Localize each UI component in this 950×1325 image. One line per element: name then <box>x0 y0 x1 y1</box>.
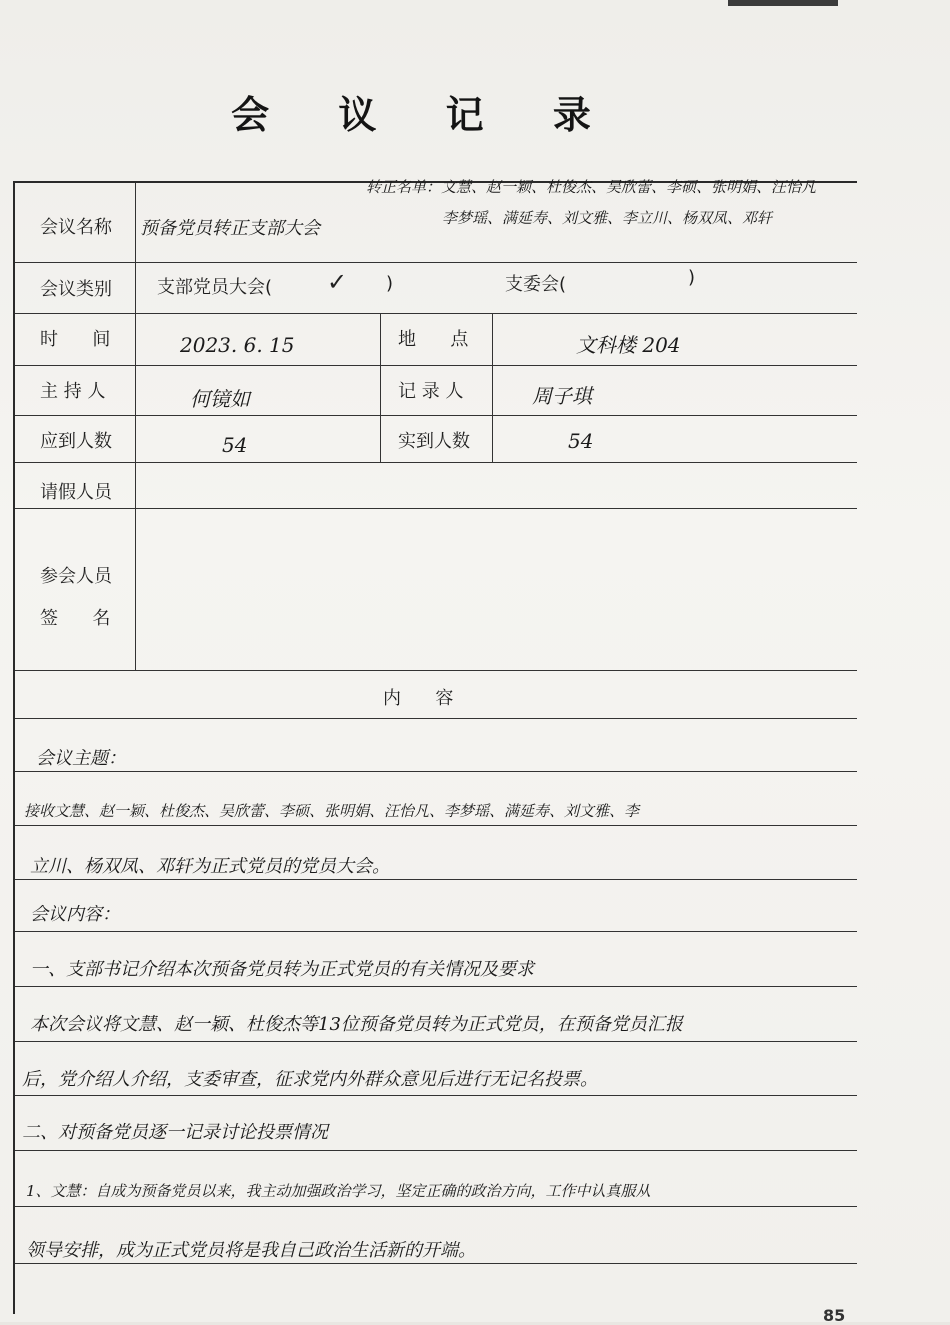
content-rule <box>15 1150 857 1151</box>
row-divider <box>15 508 857 509</box>
signature-label: 签 名 <box>40 608 111 629</box>
expected-count-label: 应到人数 <box>40 431 112 452</box>
time-value: 2023. 6. 15 <box>180 333 295 357</box>
content-line: 领导安排，成为正式党员将是我自己政治生活新的开端。 <box>26 1240 476 1261</box>
content-rule <box>15 879 857 880</box>
mid-column-divider <box>380 313 381 462</box>
content-rule <box>15 825 857 826</box>
row-divider <box>15 462 857 463</box>
row-divider <box>15 365 857 366</box>
actual-count-value: 54 <box>568 429 594 453</box>
expected-count-value: 54 <box>222 433 248 457</box>
row-divider <box>15 313 857 314</box>
committee-close: ) <box>688 267 696 288</box>
branch-meeting-close: ) <box>386 273 394 294</box>
header-strip <box>728 0 838 6</box>
row-divider <box>15 262 857 263</box>
actual-count-label: 实到人数 <box>398 431 470 452</box>
content-line: 立川、杨双凤、邓轩为正式党员的党员大会。 <box>30 856 390 877</box>
host-value: 何镜如 <box>190 387 250 411</box>
branch-meeting-option: 支部党员大会( <box>157 277 273 298</box>
host-label: 主 持 人 <box>40 381 106 402</box>
content-header: 内 容 <box>383 688 454 709</box>
label-column-divider <box>135 183 136 670</box>
content-line: 1、文慧：自成为预备党员以来，我主动加强政治学习，坚定正确的政治方向，工作中认真服从 <box>26 1182 651 1200</box>
participants-list-line2: 李梦瑶、满延寿、刘文雅、李立川、杨双凤、邓轩 <box>442 209 773 227</box>
content-rule <box>15 1263 857 1264</box>
content-rule <box>15 986 857 987</box>
location-value: 文科楼 204 <box>576 333 681 357</box>
mid-column-divider <box>492 313 493 462</box>
location-label: 地 点 <box>398 329 469 350</box>
content-line: 会议主题： <box>36 748 126 769</box>
attendees-label: 参会人员 <box>40 566 112 587</box>
page-title: 会 议 记 录 <box>231 92 619 137</box>
content-rule <box>15 1095 857 1096</box>
content-line: 二、对预备党员逐一记录讨论投票情况 <box>22 1122 328 1143</box>
content-line: 会议内容： <box>30 904 120 925</box>
row-divider <box>15 718 857 719</box>
row-divider <box>15 415 857 416</box>
content-rule <box>15 1206 857 1207</box>
checkmark-icon: ✓ <box>327 268 348 296</box>
page-number: 85 <box>823 1306 846 1325</box>
content-rule <box>15 771 857 772</box>
content-rule <box>15 931 857 932</box>
content-line: 后，党介绍人介绍，支委审查，征求党内外群众意见后进行无记名投票。 <box>22 1069 598 1090</box>
meeting-type-label: 会议类别 <box>40 279 112 300</box>
content-line: 一、支部书记介绍本次预备党员转为正式党员的有关情况及要求 <box>30 959 534 980</box>
content-line: 本次会议将文慧、赵一颖、杜俊杰等13位预备党员转为正式党员，在预备党员汇报 <box>30 1014 683 1035</box>
participants-list-line1: 转正名单：文慧、赵一颖、杜俊杰、吴欣蕾、李硕、张明娟、汪怡凡 <box>366 178 817 196</box>
content-rule <box>15 1041 857 1042</box>
leave-label: 请假人员 <box>40 482 112 503</box>
committee-option: 支委会( <box>505 274 567 295</box>
content-line: 接收文慧、赵一颖、杜俊杰、吴欣蕾、李硕、张明娟、汪怡凡、李梦瑶、满延寿、刘文雅、李 <box>24 802 640 820</box>
meeting-name-value: 预备党员转正支部大会 <box>140 218 320 239</box>
row-divider <box>15 670 857 671</box>
recorder-label: 记 录 人 <box>398 381 464 402</box>
meeting-name-label: 会议名称 <box>40 217 112 238</box>
recorder-value: 周子琪 <box>532 384 592 408</box>
time-label: 时 间 <box>40 329 111 350</box>
